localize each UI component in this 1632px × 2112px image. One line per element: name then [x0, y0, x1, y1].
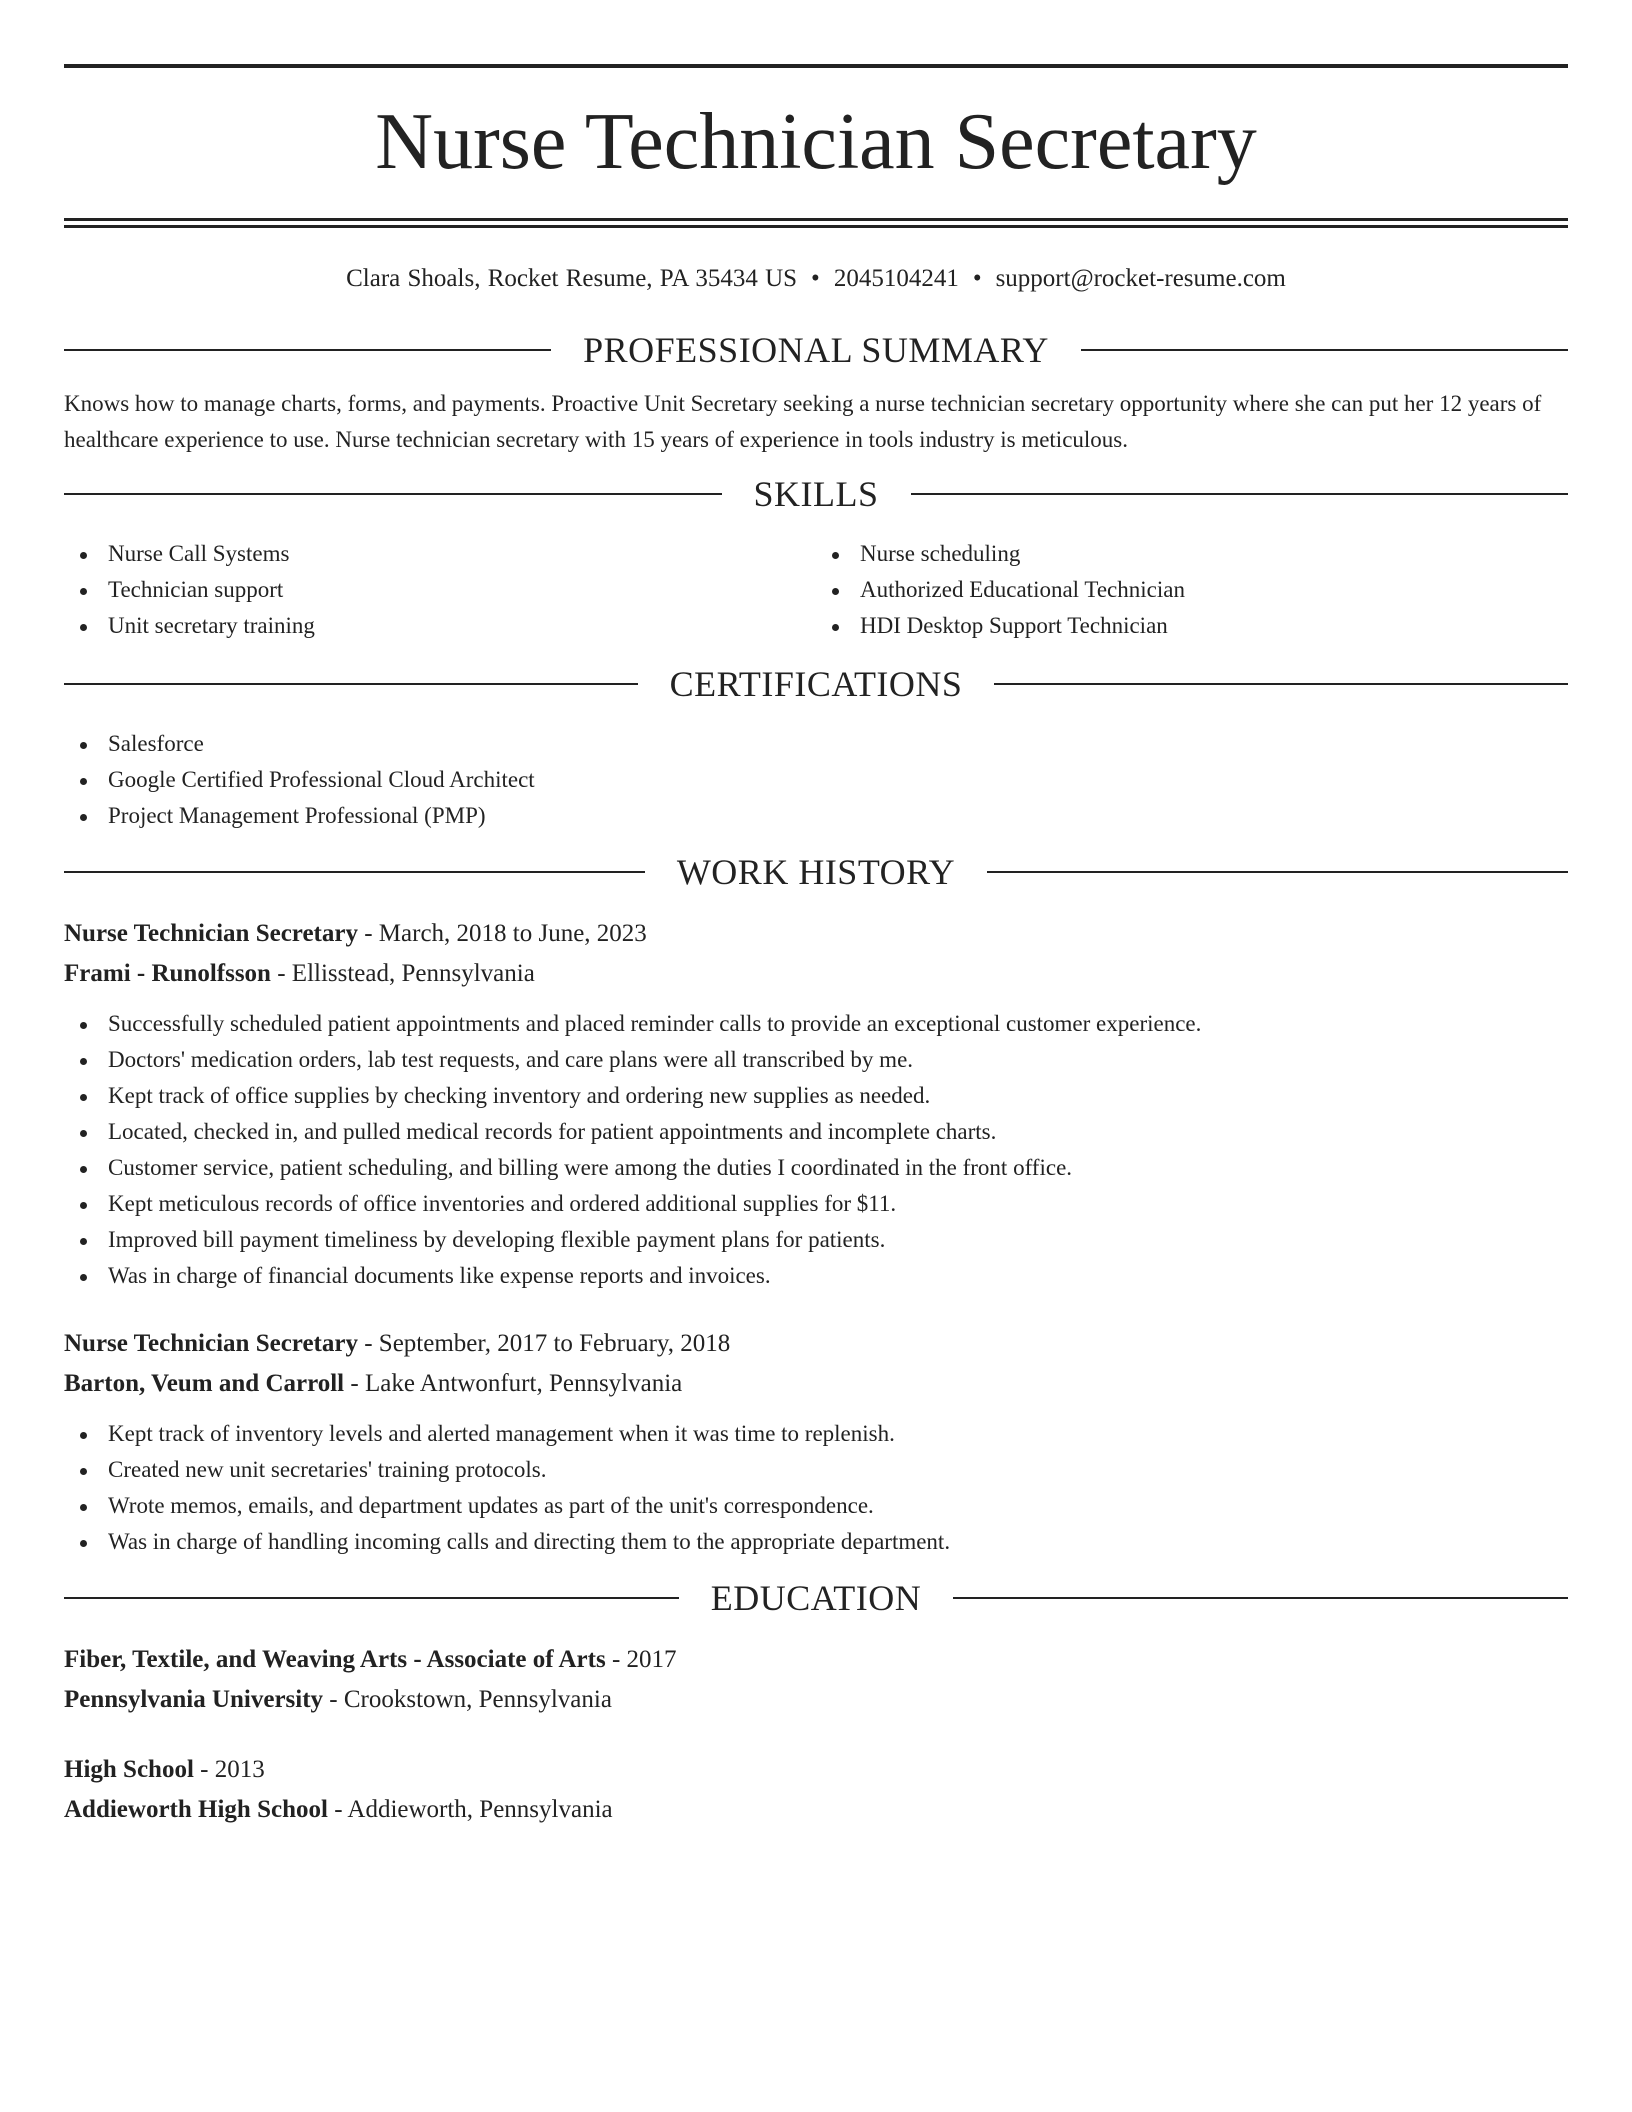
- heading-rule-left: [64, 493, 722, 495]
- skills-grid: [64, 536, 1568, 644]
- education-school-line: [64, 1680, 1568, 1720]
- certification-item: Google Certified Professional Cloud Architect: [64, 762, 1568, 798]
- job-bullet: Kept meticulous records of office inventories and ordered additional supplies for $11.: [64, 1186, 1568, 1222]
- contact-separator: •: [972, 265, 982, 292]
- job-bullet: Doctors' medication orders, lab test requests, and care plans were all transcribed by me.: [64, 1042, 1568, 1078]
- job-title: Nurse Technician Secretary: [64, 920, 358, 947]
- skills-heading-label: SKILLS: [753, 474, 879, 514]
- job-bullets: [64, 1006, 1568, 1294]
- summary-heading: [64, 330, 1568, 370]
- education-degree: High School: [64, 1756, 194, 1783]
- job-company-line: [64, 1364, 1568, 1404]
- job-bullet: Wrote memos, emails, and department updates as part of the unit's correspondence.: [64, 1488, 1568, 1524]
- education-school: Addieworth High School: [64, 1796, 328, 1823]
- job-bullet: Kept track of inventory levels and alerted management when it was time to replenish.: [64, 1416, 1568, 1452]
- contact-phone: 2045104241: [833, 265, 959, 292]
- education-degree-line: [64, 1750, 1568, 1790]
- title-double-rule: [64, 218, 1568, 228]
- certification-item: Salesforce: [64, 726, 1568, 762]
- job-title: Nurse Technician Secretary: [64, 1330, 358, 1357]
- summary-heading-label: PROFESSIONAL SUMMARY: [583, 330, 1049, 370]
- education-location: - Addieworth, Pennsylvania: [327, 1796, 613, 1823]
- job-bullet: Successfully scheduled patient appointments and placed reminder calls to provide an exceptional customer experience.: [64, 1006, 1568, 1042]
- education-entry: [64, 1750, 1568, 1830]
- education-degree-line: [64, 1640, 1568, 1680]
- skill-item: Nurse scheduling: [816, 536, 1568, 572]
- job-bullet: Was in charge of handling incoming calls and directing them to the appropriate department.: [64, 1524, 1568, 1560]
- job-title-line: [64, 1324, 1568, 1364]
- contact-line: [64, 264, 1568, 294]
- skill-item: Authorized Educational Technician: [816, 572, 1568, 608]
- job-dates: - March, 2018 to June, 2023: [357, 920, 647, 947]
- certifications-heading: [64, 664, 1568, 704]
- job-entry: [64, 1324, 1568, 1560]
- skills-list-left: [64, 536, 816, 644]
- page-title: Nurse Technician Secretary: [375, 98, 1257, 186]
- job-bullet: Kept track of office supplies by checking inventory and ordering new supplies as needed.: [64, 1078, 1568, 1114]
- certification-item: Project Management Professional (PMP): [64, 798, 1568, 834]
- job-bullets: [64, 1416, 1568, 1560]
- education-heading: [64, 1578, 1568, 1618]
- skills-heading: [64, 474, 1568, 514]
- top-rule: [64, 64, 1568, 68]
- heading-rule-right: [1081, 349, 1568, 351]
- certifications-heading-label: CERTIFICATIONS: [669, 664, 963, 704]
- job-location: - Ellisstead, Pennsylvania: [270, 960, 535, 987]
- job-bullet: Created new unit secretaries' training protocols.: [64, 1452, 1568, 1488]
- job-company: Barton, Veum and Carroll: [64, 1370, 345, 1397]
- job-bullet: Was in charge of financial documents like expense reports and invoices.: [64, 1258, 1568, 1294]
- job-company: Frami - Runolfsson: [64, 960, 271, 987]
- job-bullet: Customer service, patient scheduling, and billing were among the duties I coordinated in the front office.: [64, 1150, 1568, 1186]
- job-entry: [64, 914, 1568, 1294]
- heading-rule-left: [64, 349, 551, 351]
- summary-text: Knows how to manage charts, forms, and payments. Proactive Unit Secretary seeking a nurse technician secretary opportunity where she can put her 12 years of healthcare experience to use. Nurse technician secretary with 15 years of experience in tools industry is meticulous.: [64, 391, 1542, 452]
- heading-rule-left: [64, 683, 638, 685]
- work-history-heading-label: WORK HISTORY: [676, 852, 956, 892]
- contact-address: Clara Shoals, Rocket Resume, PA 35434 US: [346, 265, 798, 292]
- education-degree: Fiber, Textile, and Weaving Arts - Associate of Arts: [64, 1646, 606, 1673]
- skills-list-right: [816, 536, 1568, 644]
- certifications-list: [64, 726, 1568, 834]
- contact-separator: •: [811, 265, 820, 292]
- work-history-heading: [64, 852, 1568, 892]
- education-entry: [64, 1640, 1568, 1720]
- education-location: - Crookstown, Pennsylvania: [323, 1686, 612, 1713]
- job-company-line: [64, 954, 1568, 994]
- job-bullet: Improved bill payment timeliness by developing flexible payment plans for patients.: [64, 1222, 1568, 1258]
- skill-item: Nurse Call Systems: [64, 536, 816, 572]
- skill-item: HDI Desktop Support Technician: [816, 608, 1568, 644]
- job-title-line: [64, 914, 1568, 954]
- heading-rule-right: [911, 493, 1569, 495]
- education-heading-label: EDUCATION: [710, 1578, 922, 1618]
- heading-rule-left: [64, 1597, 679, 1599]
- education-school: Pennsylvania University: [64, 1686, 324, 1713]
- skill-item: Technician support: [64, 572, 816, 608]
- heading-rule-right: [987, 871, 1568, 873]
- skill-item: Unit secretary training: [64, 608, 816, 644]
- job-bullet: Located, checked in, and pulled medical records for patient appointments and incomplete charts.: [64, 1114, 1568, 1150]
- job-location: - Lake Antwonfurt, Pennsylvania: [344, 1370, 683, 1397]
- heading-rule-right: [953, 1597, 1568, 1599]
- job-dates: - September, 2017 to February, 2018: [357, 1330, 731, 1357]
- heading-rule-left: [64, 871, 645, 873]
- heading-rule-right: [994, 683, 1568, 685]
- education-year: - 2017: [605, 1646, 677, 1673]
- education-school-line: [64, 1790, 1568, 1830]
- contact-email: support@rocket-resume.com: [995, 265, 1286, 292]
- education-year: - 2013: [193, 1756, 265, 1783]
